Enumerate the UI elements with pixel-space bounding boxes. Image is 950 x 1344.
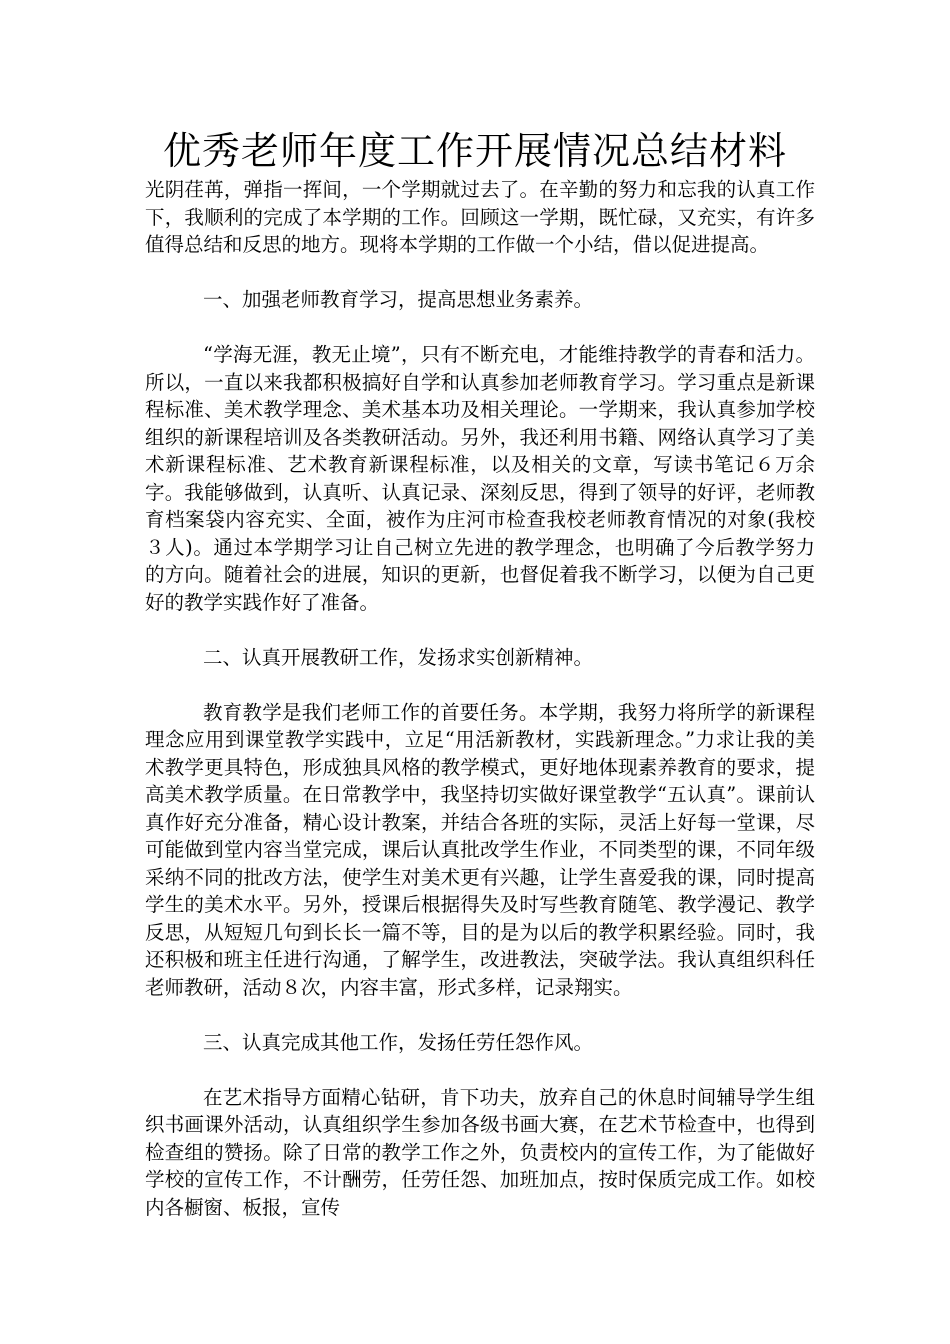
paragraph-spacer xyxy=(145,314,815,342)
paragraph-spacer xyxy=(145,259,815,287)
section-2-paragraph: 教育教学是我们老师工作的首要任务。本学期，我努力将所学的新课程理念应用到课堂教学实践中，立足“用活新教材，实践新理念。”力求让我的美术教学更具特色，形成独具风格的教学模式，更好地体现素养教育的要求，提高美术教学质量。在日常教学中，我坚持切实做好课堂教学“五认真”。课前认真作好充分准备，精心设计教案，并结合各班的实际，灵活上好每一堂课，尽可能做到堂内容当堂完成，课后认真批改学生作业，不同类型的课，不同年级采纳不同的批改方法，使学生对美术更有兴趣，让学生喜爱我的课，同时提高学生的美术水平。另外，授课后根据得失及时写些教育随笔、教学漫记、教学反思，从短短几句到长长一篇不等，目的是为以后的教学积累经验。同时，我还积极和班主任进行沟通，了解学生，改进教法，突破学法。我认真组织科任老师教研，活动８次，内容丰富，形式多样，记录翔实。 xyxy=(145,700,815,999)
section-heading-3: 三、认真完成其他工作，发扬任劳任怨作风。 xyxy=(203,1030,594,1054)
document-body xyxy=(145,176,815,1221)
section-heading-1: 一、加强老师教育学习，提高思想业务素养。 xyxy=(203,288,594,311)
paragraph-spacer xyxy=(145,616,815,644)
section-3-paragraph: 在艺术指导方面精心钻研，肯下功夫，放弃自己的休息时间辅导学生组织书画课外活动，认真组织学生参加各级书画大赛，在艺术节检查中，也得到检查组的赞扬。除了日常的教学工作之外，负责校内的宣传工作，为了能做好学校的宣传工作，不计酬劳，任劳任怨、加班加点，按时保质完成工作。如校内各橱窗、板报，宣传 xyxy=(145,1085,815,1219)
section-1-paragraph: “学海无涯，教无止境”，只有不断充电，才能维持教学的青春和活力。所以，一直以来我都积极搞好自学和认真参加老师教育学习。学习重点是新课程标准、美术教学理念、美术基本功及相关理论。一学期来，我认真参加学校组织的新课程培训及各类教研活动。另外，我还利用书籍、网络认真学习了美术新课程标准、艺术教育新课程标准，以及相关的文章，写读书笔记６万余字。我能够做到，认真听、认真记录、深刻反思，得到了领导的好评，老师教育档案袋内容充实、全面，被作为庄河市检查我校老师教育情况的对象(我校３人)。通过本学期学习让自己树立先进的教学理念，也明确了今后教学努力的方向。随着社会的进展，知识的更新，也督促着我不断学习，以便为自己更好的教学实践作好了准备。 xyxy=(145,343,815,614)
paragraph-spacer xyxy=(145,671,815,699)
paragraph-spacer xyxy=(145,1056,815,1084)
paragraph-spacer xyxy=(145,1001,815,1029)
intro-paragraph: 光阴荏苒，弹指一挥间，一个学期就过去了。在辛勤的努力和忘我的认真工作下，我顺利的完成了本学期的工作。回顾这一学期，既忙碌，又充实，有许多值得总结和反思的地方。现将本学期的工作做一个小结，借以促进提高。 xyxy=(145,178,815,256)
document-title: 优秀老师年度工作开展情况总结材料 xyxy=(162,129,787,173)
section-heading-2: 二、认真开展教研工作，发扬求实创新精神。 xyxy=(203,645,594,669)
